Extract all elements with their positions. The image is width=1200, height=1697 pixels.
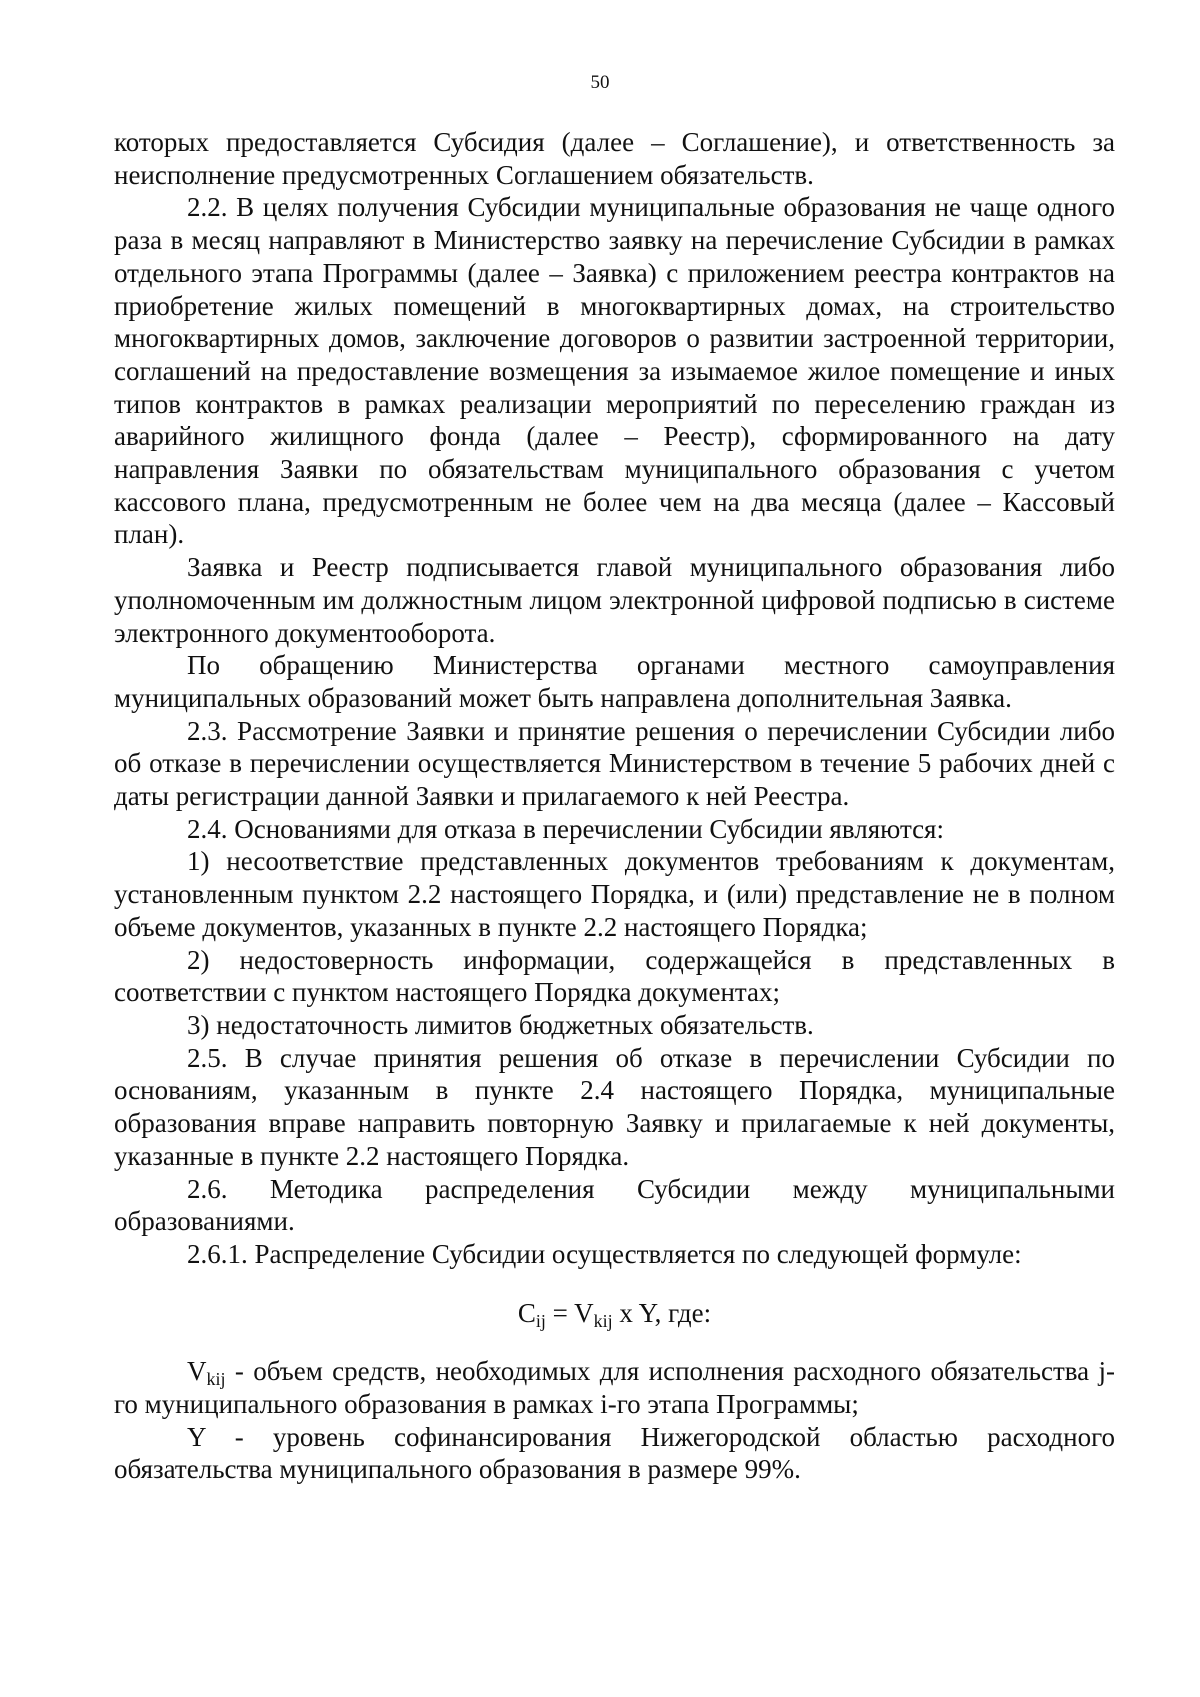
paragraph-intro: которых предоставляется Субсидия (далее – Соглашение), и ответственность за неисполнение предусмотренных Соглашением обязательств. bbox=[114, 127, 1115, 190]
formula-rest: x Y, где: bbox=[612, 1297, 712, 1328]
document-body bbox=[114, 126, 1115, 1486]
formula-v: V bbox=[574, 1297, 594, 1328]
paragraph-2-5: 2.5. В случае принятия решения об отказе в перечислении Субсидии по основаниям, указанным в пункте 2.4 настоящего Порядка, муниципальные образования вправе направить повторную Заявку и прилагаемые к ней документы, указанные в пункте 2.2 настоящего Порядка. bbox=[114, 1042, 1115, 1171]
list-item-2: 2) недостоверность информации, содержащейся в представленных в соответствии с пунктом настоящего Порядка документах; bbox=[114, 944, 1115, 1008]
definition-vkij-subscript: kij bbox=[206, 1369, 226, 1390]
paragraph-2-6-1: 2.6.1. Распределение Субсидии осуществляется по следующей формуле: bbox=[187, 1238, 1022, 1269]
paragraph-additional-request: По обращению Министерства органами местного самоуправления муниципальных образований может быть направлена дополнительная Заявка. bbox=[114, 650, 1115, 713]
formula bbox=[114, 1297, 1115, 1330]
formula-equals: = bbox=[545, 1297, 575, 1328]
definition-vkij bbox=[114, 1355, 1115, 1420]
paragraph-2-4: 2.4. Основаниями для отказа в перечислении Субсидии являются: bbox=[187, 813, 944, 844]
definition-y: Y - уровень софинансирования Нижегородской областью расходного обязательства муниципального образования в размере 99%. bbox=[114, 1421, 1115, 1485]
list-item-3: 3) недостаточность лимитов бюджетных обязательств. bbox=[187, 1009, 814, 1040]
list-item-1: 1) несоответствие представленных документов требованиям к документам, установленным пунктом 2.2 настоящего Порядка, и (или) представление не в полном объеме документов, указанных в пункте 2.2 настоящего Порядка; bbox=[114, 846, 1115, 942]
paragraph-2-2: 2.2. В целях получения Субсидии муниципальные образования не чаще одного раза в месяц направляют в Министерство заявку на перечисление Субсидии в рамках отдельного этапа Программы (далее – Заявка) с приложением реестра контрактов на приобретение жилых помещений в многоквартирных домах, на строительство многоквартирных домов, заключение договоров о развитии застроенной территории, соглашений на предоставление возмещения за изымаемое жилое помещение и иных типов контрактов в рамках реализации мероприятий по переселению граждан из аварийного жилищного фонда (далее – Реестр), сформированного на дату направления Заявки по обязательствам муниципального образования с учетом кассового плана, предусмотренным не более чем на два месяца (далее – Кассовый план). bbox=[114, 192, 1115, 550]
paragraph-2-6: 2.6. Методика распределения Субсидии между муниципальными образованиями. bbox=[114, 1173, 1115, 1237]
definition-vkij-text: - объем средств, необходимых для исполнения расходного обязательства j-го муниципального образования в рамках i-го этапа Программы; bbox=[114, 1356, 1115, 1420]
definition-vkij-symbol: V bbox=[187, 1356, 207, 1387]
paragraph-signature: Заявка и Реестр подписывается главой муниципального образования либо уполномоченным им должностным лицом электронной цифровой подписью в системе электронного документооборота. bbox=[114, 552, 1115, 648]
formula-c: C bbox=[517, 1297, 536, 1328]
paragraph-2-3: 2.3. Рассмотрение Заявки и принятие решения о перечислении Субсидии либо об отказе в перечислении осуществляется Министерством в течение 5 рабочих дней с даты регистрации данной Заявки и прилагаемого к ней Реестра. bbox=[114, 715, 1115, 812]
formula-v-subscript: kij bbox=[593, 1310, 613, 1331]
page-number: 50 bbox=[590, 72, 610, 93]
formula-c-subscript: ij bbox=[535, 1310, 546, 1331]
